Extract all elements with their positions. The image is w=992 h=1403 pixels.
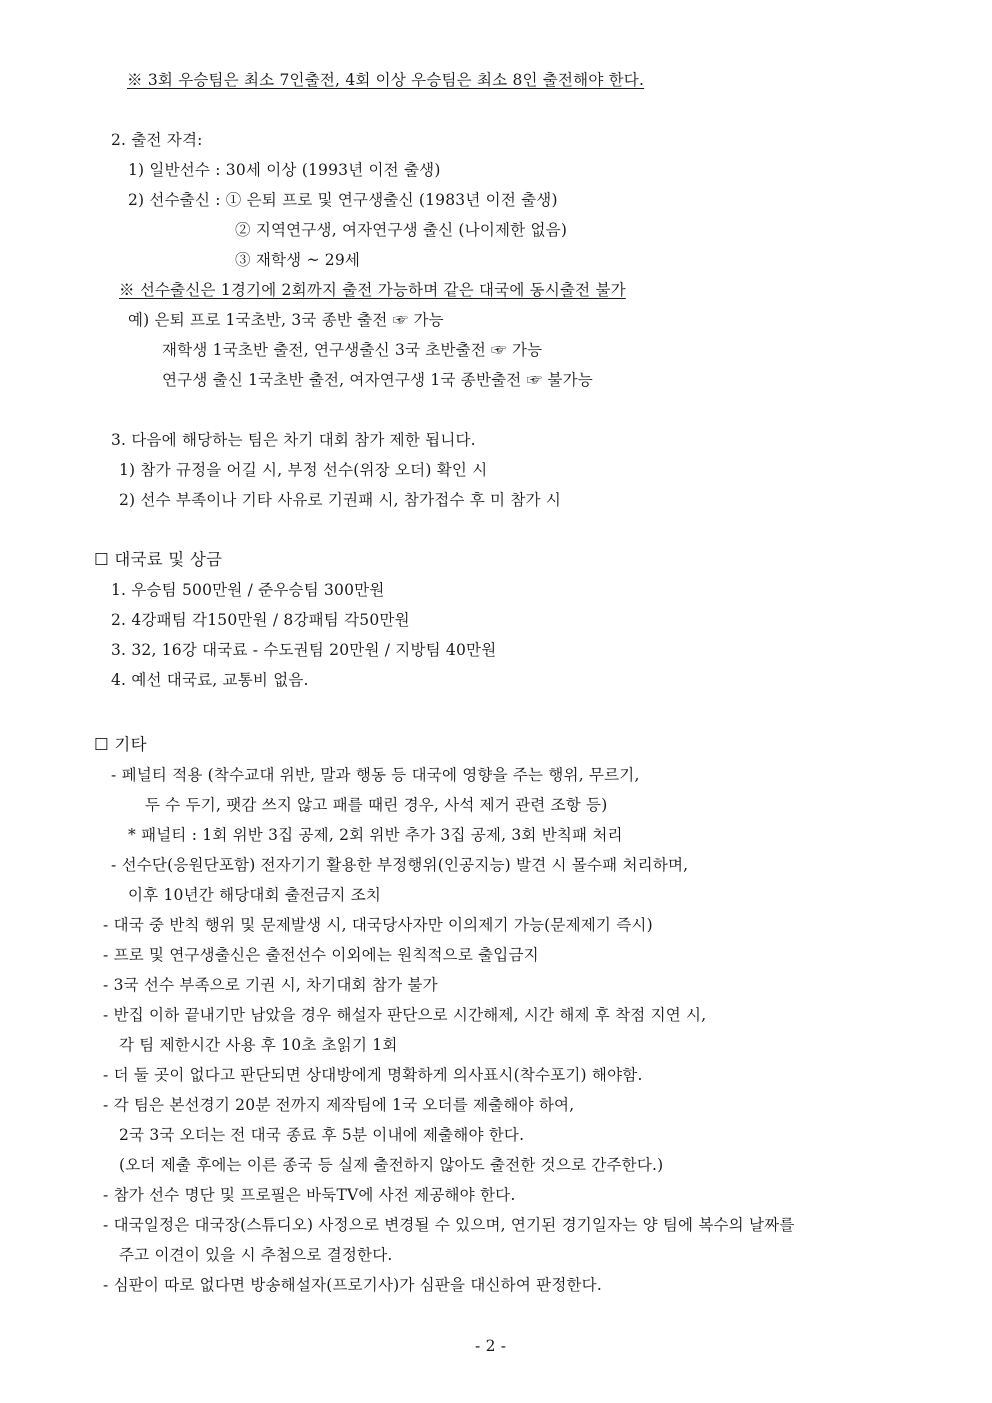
eligibility-note: ※ 선수출신은 1경기에 2회까지 출전 가능하며 같은 대국에 동시출전 불가 (119, 281, 626, 299)
etc-line: - 3국 선수 부족으로 기권 시, 차기대회 참가 불가 (103, 976, 438, 994)
etc-line: - 더 둘 곳이 없다고 판단되면 상대방에게 명확하게 의사표시(착수포기) 해야함. (103, 1066, 643, 1084)
etc-line: - 각 팀은 본선경기 20분 전까지 제작팀에 1국 오더를 제출해야 하여, (103, 1096, 575, 1114)
prize-heading: ☐ 대국료 및 상금 (94, 550, 223, 569)
restriction-item-2: 2) 선수 부족이나 기타 사유로 기권패 시, 참가접수 후 미 참가 시 (119, 491, 561, 509)
etc-heading: ☐ 기타 (94, 735, 147, 754)
etc-line: - 프로 및 연구생출신은 출전선수 이외에는 원칙적으로 출입금지 (103, 946, 539, 964)
eligibility-heading: 2. 출전 자격: (111, 131, 203, 149)
etc-line: - 반집 이하 끝내기만 남았을 경우 해설자 판단으로 시간해제, 시간 해제 후 착점 지연 시, (103, 1006, 707, 1024)
restriction-heading: 3. 다음에 해당하는 팀은 차기 대회 참가 제한 됩니다. (111, 431, 476, 449)
etc-line: - 페널티 적용 (착수교대 위반, 말과 행동 등 대국에 영향을 주는 행위, 무르기, (111, 766, 640, 784)
etc-line: 두 수 두기, 팻감 쓰지 않고 패를 때린 경우, 사석 제거 관련 조항 등) (145, 796, 608, 814)
etc-line: - 선수단(응원단포함) 전자기기 활용한 부정행위(인공지능) 발견 시 몰수패 처리하며, (111, 856, 689, 874)
prize-item-2: 2. 4강패팀 각150만원 / 8강패팀 각50만원 (111, 611, 410, 629)
eligibility-example-2: 재학생 1국초반 출전, 연구생출신 3국 초반출전 ☞ 가능 (162, 341, 543, 359)
eligibility-example-1: 예) 은퇴 프로 1국초반, 3국 종반 출전 ☞ 가능 (128, 311, 444, 329)
etc-line: 주고 이견이 있을 시 추첨으로 결정한다. (119, 1246, 393, 1264)
eligibility-former-2: ② 지역연구생, 여자연구생 출신 (나이제한 없음) (235, 221, 568, 239)
eligibility-example-3: 연구생 출신 1국초반 출전, 여자연구생 1국 종반출전 ☞ 불가능 (162, 371, 593, 389)
etc-line: - 참가 선수 명단 및 프로필은 바둑TV에 사전 제공해야 한다. (103, 1186, 516, 1204)
eligibility-former-3: ③ 재학생 ~ 29세 (235, 251, 361, 269)
prize-item-3: 3. 32, 16강 대국료 - 수도권팀 20만원 / 지방팀 40만원 (111, 641, 497, 659)
etc-line: - 대국일정은 대국장(스튜디오) 사정으로 변경될 수 있으며, 연기된 경기일자는 양 팀에 복수의 날짜를 (103, 1216, 795, 1234)
eligibility-general: 1) 일반선수 : 30세 이상 (1993년 이전 출생) (128, 161, 441, 179)
etc-line: (오더 제출 후에는 이른 종국 등 실제 출전하지 않아도 출전한 것으로 간주한다.) (119, 1156, 664, 1174)
etc-line: * 패널티 : 1회 위반 3집 공제, 2회 위반 추가 3집 공제, 3회 반칙패 처리 (128, 826, 623, 844)
etc-line: - 심판이 따로 없다면 방송해설자(프로기사)가 심판을 대신하여 판정한다. (103, 1276, 602, 1294)
prize-item-1: 1. 우승팀 500만원 / 준우승팀 300만원 (111, 581, 385, 599)
prize-item-4: 4. 예선 대국료, 교통비 없음. (111, 671, 309, 689)
etc-line: 이후 10년간 해당대회 출전금지 조치 (128, 886, 382, 904)
etc-line: 각 팀 제한시간 사용 후 10초 초읽기 1회 (119, 1036, 398, 1054)
etc-line: 2국 3국 오더는 전 대국 종료 후 5분 이내에 제출해야 한다. (119, 1126, 525, 1144)
page-number: - 2 - (475, 1337, 507, 1355)
eligibility-former-player: 2) 선수출신 : ① 은퇴 프로 및 연구생출신 (1983년 이전 출생) (128, 191, 558, 209)
top-note: ※ 3회 우승팀은 최소 7인출전, 4회 이상 우승팀은 최소 8인 출전해야 한다. (127, 71, 645, 89)
restriction-item-1: 1) 참가 규정을 어길 시, 부정 선수(위장 오더) 확인 시 (119, 461, 488, 479)
etc-line: - 대국 중 반칙 행위 및 문제발생 시, 대국당사자만 이의제기 가능(문제제기 즉시) (103, 916, 653, 934)
